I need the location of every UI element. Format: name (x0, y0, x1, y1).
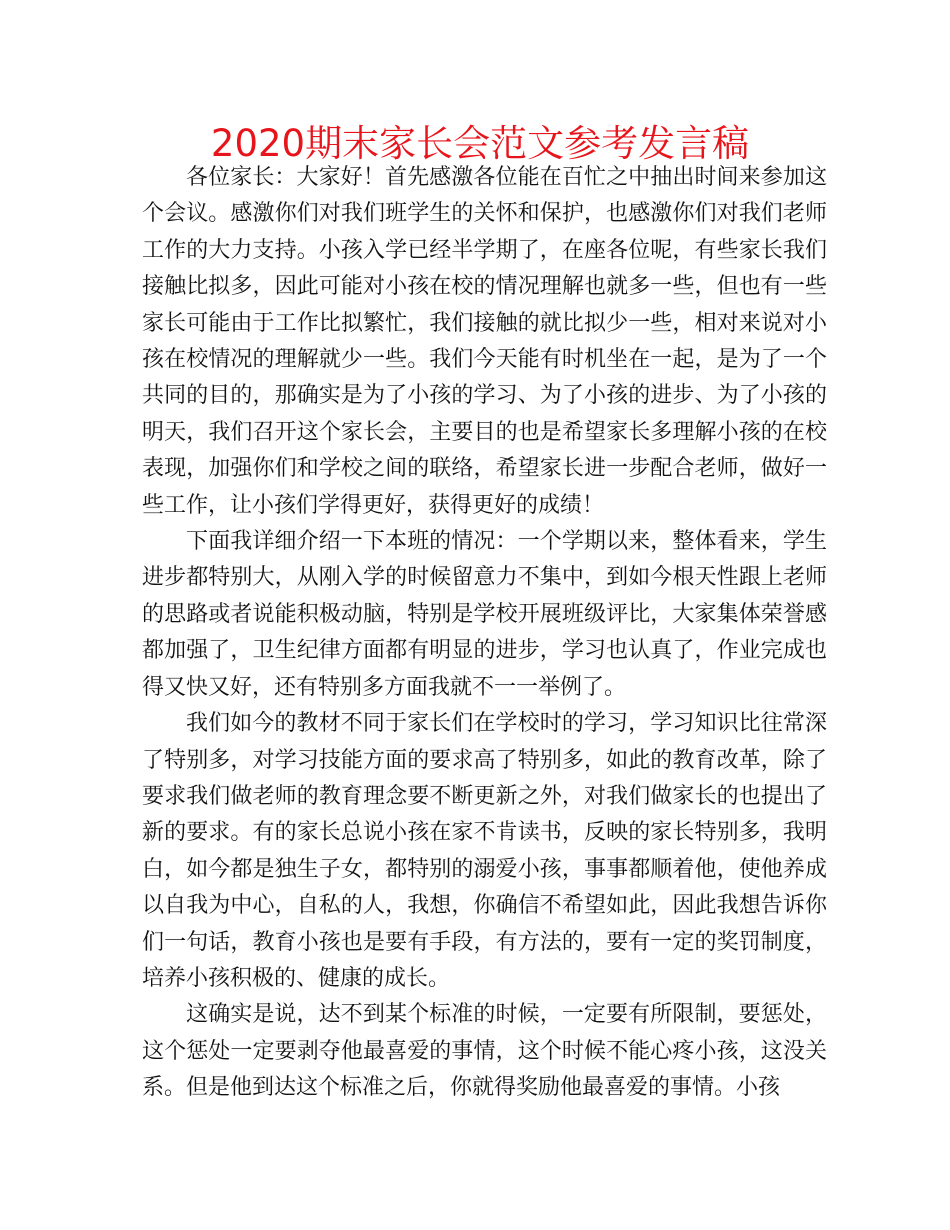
paragraph-greeting: 各位家长：大家好！首先感激各位能在百忙之中抽出时间来参加这个会议。感激你们对我们班学生的关怀和保护，也感激你们对我们老师工作的大力支持。小孩入学已经半学期了，在座各位呢，有些家长我们接触比拟多，因此可能对小孩在校的情况理解也就多一些，但也有一些家长可能由于工作比拟繁忙，我们接触的就比拟少一些，相对来说对小孩在校情况的理解就少一些。我们今天能有时机坐在一起，是为了一个共同的目的，那确实是为了小孩的学习、为了小孩的进步、为了小孩的明天，我们召开这个家长会，主要目的也是希望家长多理解小孩的在校表现，加强你们和学校之间的联络，希望家长进一步配合老师，做好一些工作，让小孩们学得更好，获得更好的成绩！ (142, 165, 827, 518)
paragraph-rewards-punishment: 这确实是说，达不到某个标准的时候，一定要有所限制，要惩处，这个惩处一定要剥夺他最喜爱的事情，这个时候不能心疼小孩，这没关系。但是他到达这个标准之后，你就得奖励他最喜爱的事情。小孩 (142, 1002, 827, 1101)
paragraph-class-situation: 下面我详细介绍一下本班的情况：一个学期以来，整体看来，学生进步都特别大，从刚入学的时候留意力不集中，到如今根天性跟上老师的思路或者说能积极动脑，特别是学校开展班级评比，大家集体荣誉感都加强了，卫生纪律方面都有明显的进步，学习也认真了，作业完成也得又快又好，还有特别多方面我就不一一举例了。 (142, 529, 827, 700)
paragraph-teaching-materials: 我们如今的教材不同于家长们在学校时的学习，学习知识比往常深了特别多，对学习技能方面的要求高了特别多，如此的教育改革，除了要求我们做老师的教育理念要不断更新之外，对我们做家长的也提出了新的要求。有的家长总说小孩在家不肯读书，反映的家长特别多，我明白，如今都是独生子女，都特别的溺爱小孩，事事都顺着他，使他养成以自我为中心，自私的人，我想，你确信不希望如此，因此我想告诉你们一句话，教育小孩也是要有手段，有方法的，要有一定的奖罚制度，培养小孩积极的、健康的成长。 (142, 711, 827, 991)
document-title: 2020期末家长会范文参考发言稿 (210, 122, 750, 165)
document-body (142, 160, 827, 1107)
